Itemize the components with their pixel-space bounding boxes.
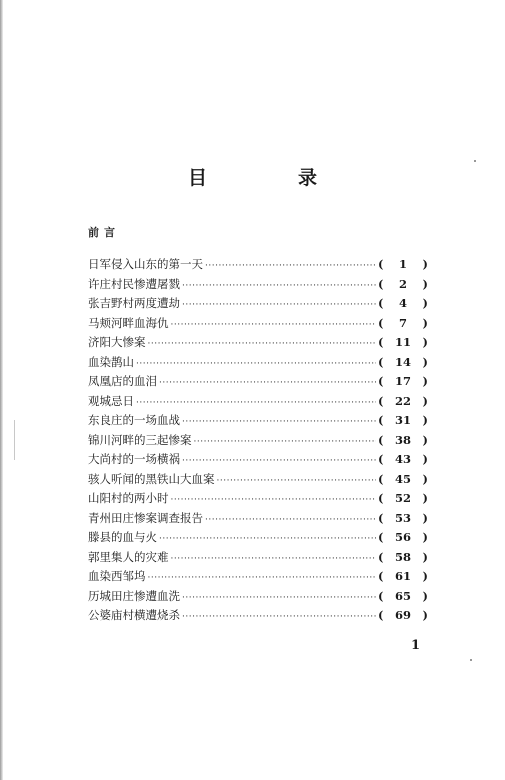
toc-entry[interactable] — [88, 412, 428, 432]
toc-entry-page — [378, 433, 428, 447]
toc-page-number: 11 — [394, 335, 411, 349]
toc-entry-page — [378, 335, 428, 349]
paren-close: ) — [422, 549, 428, 564]
toc-page-number: 7 — [398, 315, 407, 330]
paren-open: ( — [378, 471, 384, 486]
paren-close: ) — [422, 491, 428, 505]
scan-speck — [474, 160, 476, 162]
paren-open: ( — [378, 569, 384, 583]
paren-open: ( — [378, 491, 384, 505]
paren-open: ( — [378, 588, 384, 603]
paren-open: ( — [378, 452, 384, 466]
toc-entry-page — [378, 472, 428, 486]
toc-page-number: 45 — [394, 471, 411, 486]
toc-entry-title: 张吉野村两度遭劫 — [88, 296, 180, 310]
leader-dots — [182, 612, 376, 622]
toc-page-number: 58 — [394, 549, 411, 564]
toc-entry-title: 凤凰店的血泪 — [88, 374, 157, 388]
leader-dots — [159, 534, 376, 544]
leader-dots — [182, 281, 376, 291]
toc-page-number: 1 — [398, 257, 407, 271]
toc-entry[interactable] — [88, 588, 428, 608]
toc-entry-title: 山阳村的两小时 — [88, 491, 169, 505]
toc-entry-page — [378, 374, 428, 388]
toc-entry-title: 济阳大惨案 — [88, 335, 146, 349]
toc-entry-title: 锦川河畔的三起惨案 — [88, 432, 192, 447]
paren-close: ) — [422, 569, 428, 583]
toc-entry-page — [378, 355, 428, 369]
toc-entry-page — [378, 316, 428, 330]
paren-open: ( — [378, 530, 384, 544]
toc-page-number: 17 — [394, 374, 411, 388]
toc-entry-page — [378, 413, 428, 427]
paren-close: ) — [422, 530, 428, 544]
paren-close: ) — [422, 374, 428, 388]
paren-open: ( — [378, 335, 384, 349]
page-number: 1 — [411, 638, 421, 653]
leader-dots — [182, 300, 376, 310]
paren-close: ) — [422, 588, 428, 603]
paren-open: ( — [378, 276, 384, 291]
toc-entry-page — [378, 452, 428, 466]
paren-open: ( — [378, 549, 384, 564]
toc-entry-title: 骇人听闻的黑铁山大血案 — [88, 471, 215, 486]
leader-dots — [159, 378, 376, 388]
paren-open: ( — [378, 393, 384, 408]
toc-entry-page — [378, 589, 428, 603]
leader-dots — [171, 554, 377, 564]
toc-entry-title: 日军侵入山东的第一天 — [88, 257, 203, 271]
toc-entry-page — [378, 550, 428, 564]
toc-entry-page — [378, 530, 428, 544]
leader-dots — [217, 476, 377, 486]
toc-page-number: 69 — [394, 608, 411, 622]
toc-entry[interactable] — [88, 451, 428, 471]
toc-entry-page — [378, 296, 428, 310]
toc-entry[interactable] — [88, 354, 428, 374]
toc-page-number: 53 — [394, 510, 411, 525]
paren-open: ( — [378, 413, 384, 427]
leader-dots — [136, 398, 376, 408]
leader-dots — [182, 417, 376, 427]
toc-entry-title: 滕县的血与火 — [88, 530, 157, 544]
toc-entry-title: 公婆庙村横遭烧杀 — [88, 608, 180, 622]
toc-entry-page — [378, 511, 428, 525]
toc-entry-title: 血染西邹坞 — [88, 569, 146, 583]
toc-entry[interactable] — [88, 607, 428, 627]
toc-entry[interactable] — [88, 549, 428, 569]
leader-dots — [171, 320, 377, 330]
toc-page-number: 56 — [394, 530, 411, 544]
toc-entry[interactable] — [88, 295, 428, 315]
toc-page-number: 22 — [394, 393, 411, 408]
toc-entry[interactable] — [88, 529, 428, 549]
paren-close: ) — [422, 452, 428, 466]
toc-entry-title: 马颊河畔血海仇 — [88, 315, 169, 330]
scan-mark — [14, 420, 15, 460]
paren-close: ) — [422, 315, 428, 330]
paren-close: ) — [422, 413, 428, 427]
toc-entry-title: 血染鹊山 — [88, 354, 134, 369]
toc-entry-title: 东良庄的一场血战 — [88, 413, 180, 427]
toc-entry[interactable] — [88, 490, 428, 510]
toc-page-number: 43 — [394, 452, 411, 466]
toc-entry-title: 观城忌日 — [88, 393, 134, 408]
paren-open: ( — [378, 374, 384, 388]
table-of-contents — [88, 256, 428, 627]
toc-entry[interactable] — [88, 510, 428, 530]
leader-dots — [205, 261, 376, 271]
toc-entry-title: 历城田庄惨遭血洗 — [88, 588, 180, 603]
leader-dots — [182, 456, 376, 466]
leader-dots — [205, 515, 376, 525]
paren-close: ) — [422, 335, 428, 349]
paren-open: ( — [378, 432, 384, 447]
scan-speck — [470, 659, 472, 661]
toc-entry[interactable] — [88, 432, 428, 452]
page-title: 目 录 — [187, 167, 353, 189]
toc-entry-page — [378, 277, 428, 291]
paren-close: ) — [422, 276, 428, 291]
toc-entry[interactable] — [88, 471, 428, 491]
paren-close: ) — [422, 510, 428, 525]
toc-page-number: 2 — [398, 276, 407, 291]
toc-page-number: 31 — [394, 413, 411, 427]
paren-open: ( — [378, 296, 384, 310]
toc-entry-page — [378, 394, 428, 408]
paren-open: ( — [378, 354, 384, 369]
toc-entry[interactable] — [88, 373, 428, 393]
paren-open: ( — [378, 608, 384, 622]
paren-close: ) — [422, 432, 428, 447]
leader-dots — [148, 339, 377, 349]
toc-entry[interactable] — [88, 276, 428, 296]
preface-heading: 前言 — [88, 226, 120, 239]
toc-page-number: 52 — [394, 491, 411, 505]
leader-dots — [136, 359, 376, 369]
leader-dots — [171, 495, 377, 505]
toc-page-number: 14 — [394, 354, 411, 369]
paren-close: ) — [422, 608, 428, 622]
paren-close: ) — [422, 393, 428, 408]
paren-close: ) — [422, 471, 428, 486]
toc-entry[interactable] — [88, 256, 428, 276]
leader-dots — [182, 593, 376, 603]
toc-entry-page — [378, 491, 428, 505]
toc-entry-title: 大尚村的一场横祸 — [88, 452, 180, 466]
toc-entry-page — [378, 257, 428, 271]
toc-entry[interactable] — [88, 315, 428, 335]
paren-close: ) — [422, 354, 428, 369]
toc-entry-title: 郭里集人的灾难 — [88, 549, 169, 564]
paren-open: ( — [378, 315, 384, 330]
toc-page-number: 4 — [398, 296, 407, 310]
toc-entry[interactable] — [88, 393, 428, 413]
paren-open: ( — [378, 257, 384, 271]
paren-close: ) — [422, 296, 428, 310]
paren-close: ) — [422, 257, 428, 271]
paren-open: ( — [378, 510, 384, 525]
toc-entry[interactable] — [88, 334, 428, 354]
toc-entry-page — [378, 569, 428, 583]
page-edge-shadow — [0, 0, 3, 780]
toc-page-number: 38 — [394, 432, 411, 447]
toc-entry-title: 许庄村民惨遭屠戮 — [88, 276, 180, 291]
toc-page-number: 61 — [394, 569, 411, 583]
toc-entry-page — [378, 608, 428, 622]
toc-page-number: 65 — [394, 588, 411, 603]
leader-dots — [194, 437, 377, 447]
leader-dots — [148, 573, 377, 583]
toc-entry[interactable] — [88, 568, 428, 588]
toc-entry-title: 青州田庄惨案调查报告 — [88, 510, 203, 525]
